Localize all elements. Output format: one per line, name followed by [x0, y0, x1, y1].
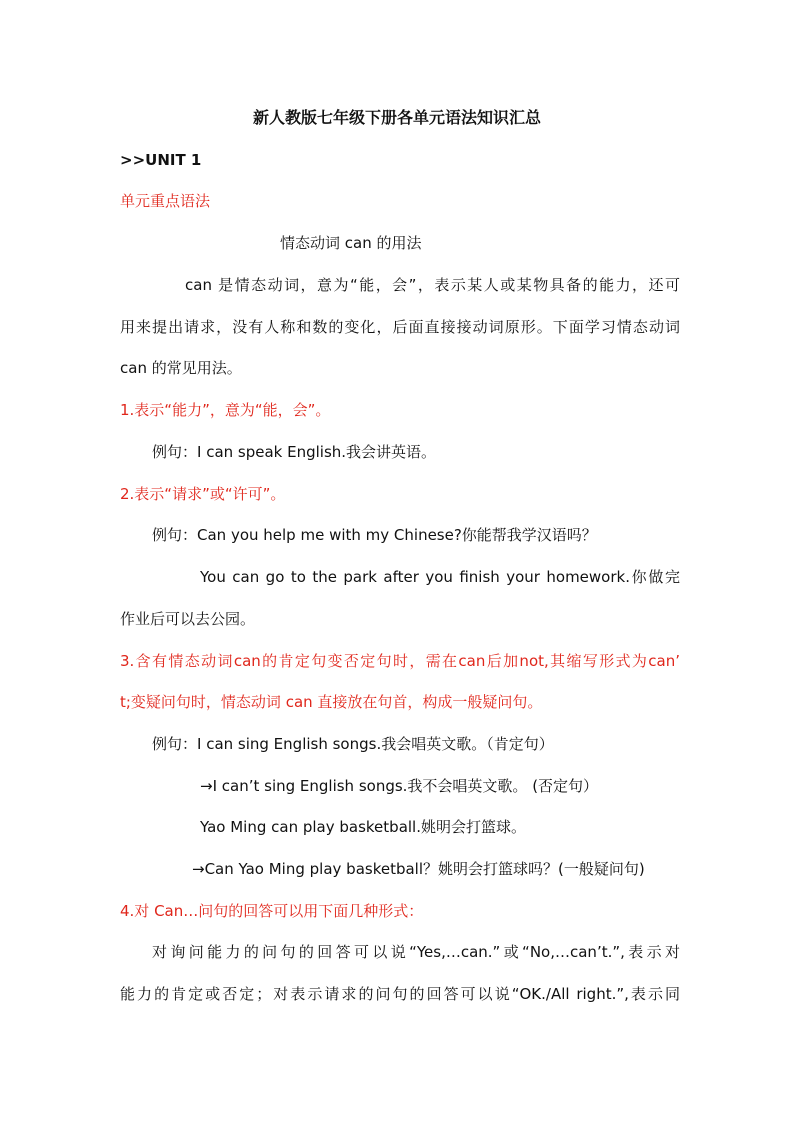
example-line: Yao Ming can play basketball.姚明会打篮球。 — [200, 818, 526, 836]
point-heading-2: 2.表示“请求”或“许可”。 — [120, 485, 286, 503]
intro-line: can 的常见用法。 — [120, 359, 242, 377]
example-line: 作业后可以去公园。 — [120, 610, 256, 628]
example-line: 例句：Can you help me with my Chinese?你能帮我学汉语吗？ — [152, 526, 597, 544]
intro-line: 用来提出请求，没有人称和数的变化，后面直接接动词原形。下面学习情态动词 — [120, 318, 680, 336]
intro-line: can 是情态动词，意为“能，会”，表示某人或某物具备的能力，还可 — [185, 276, 680, 294]
example-line: →Can Yao Ming play basketball？姚明会打篮球吗？(一般疑问句) — [192, 860, 645, 878]
unit-heading: >>UNIT 1 — [120, 151, 202, 169]
point-heading-3: 3.含有情态动词can的肯定句变否定句时，需在can后加not,其缩写形式为can’ — [120, 652, 680, 670]
point-heading-1: 1.表示“能力”，意为“能，会”。 — [120, 401, 331, 419]
example-line: 例句：I can sing English songs.我会唱英文歌。（肯定句） — [152, 735, 554, 753]
point-heading-3-cont: t;变疑问句时，情态动词 can 直接放在句首，构成一般疑问句。 — [120, 693, 543, 711]
point-heading-4: 4.对 Can…问句的回答可以用下面几种形式： — [120, 902, 424, 920]
topic-title: 情态动词 can 的用法 — [280, 234, 422, 252]
example-line: →I can’t sing English songs.我不会唱英文歌。 (否定句） — [200, 777, 599, 795]
example-line: You can go to the park after you finish your homework.你做完 — [200, 568, 680, 586]
document-title: 新人教版七年级下册各单元语法知识汇总 — [252, 108, 541, 127]
answer-line: 对询问能力的问句的回答可以说“Yes,…can.”或“No,…can’t.”,表示对 — [152, 943, 680, 961]
answer-line: 能力的肯定或否定；对表示请求的问句的回答可以说“OK./All right.”,表示同 — [120, 985, 680, 1003]
example-line: 例句：I can speak English.我会讲英语。 — [152, 443, 437, 461]
section-heading: 单元重点语法 — [120, 192, 211, 210]
